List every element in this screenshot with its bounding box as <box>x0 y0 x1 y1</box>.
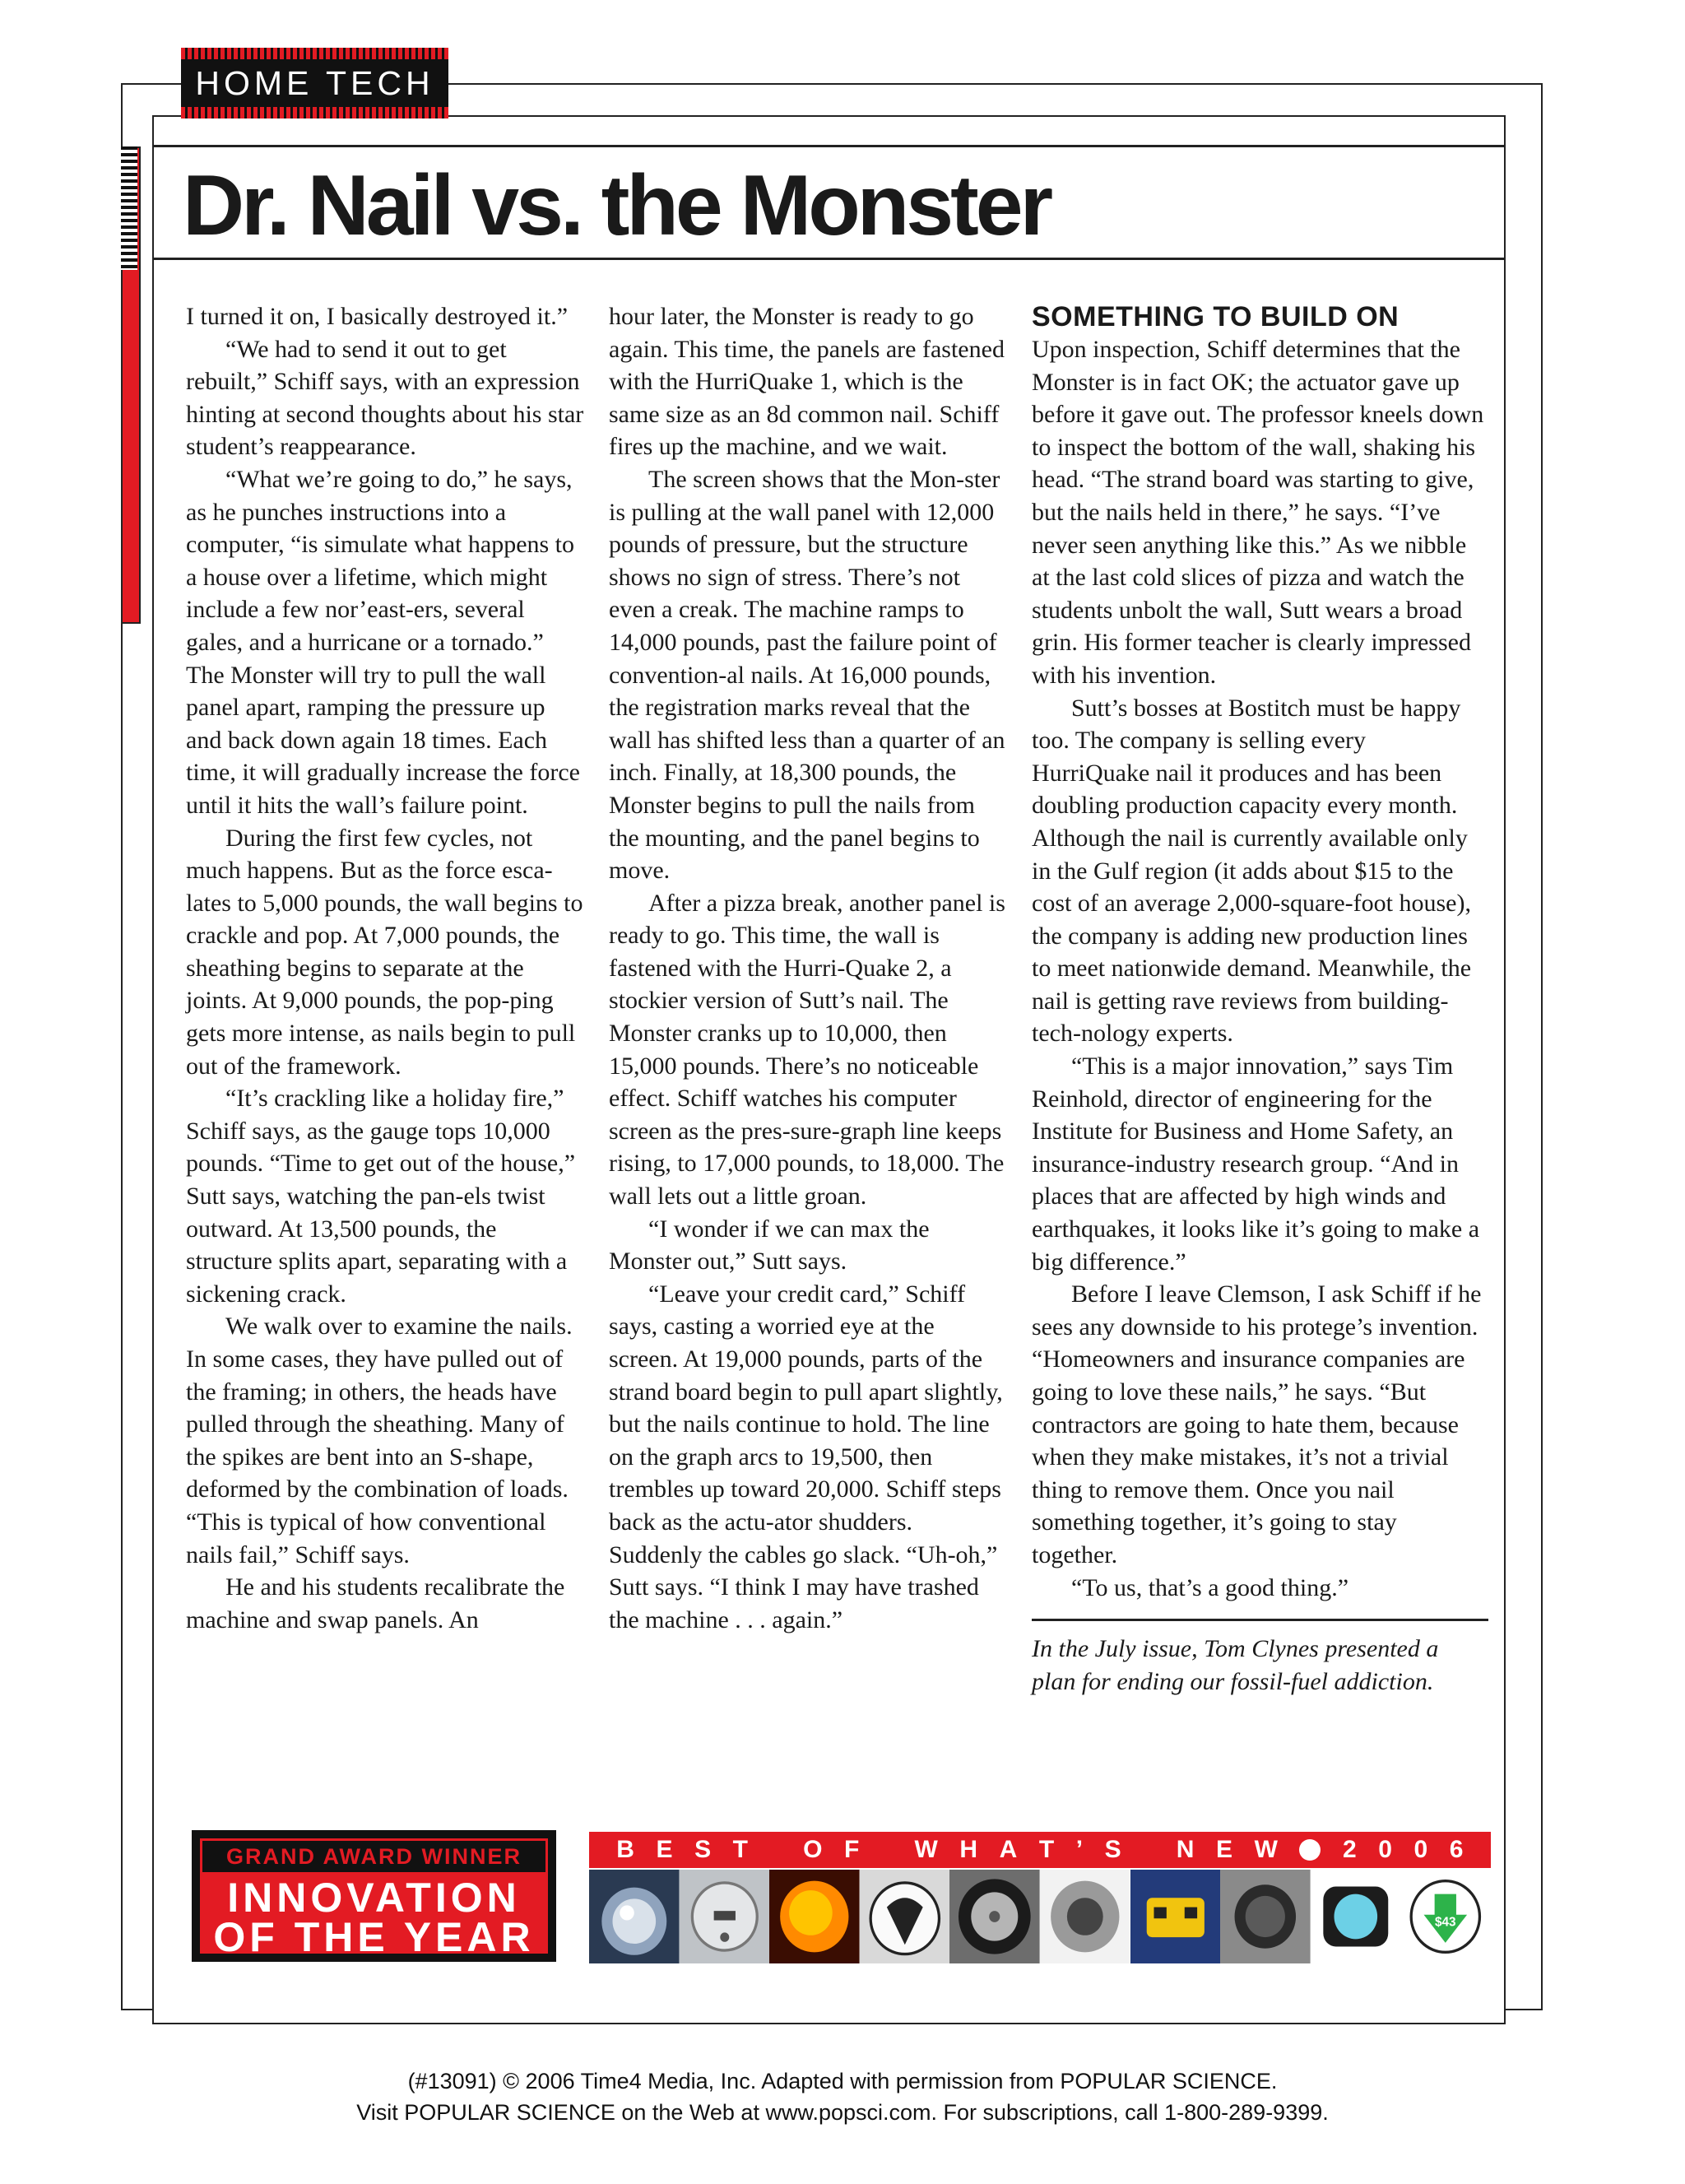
banner-letter: N <box>1176 1836 1195 1863</box>
banner-letter: 0 <box>1413 1836 1428 1863</box>
banner-letter: W <box>914 1836 938 1863</box>
best-of-whats-new-banner <box>589 1832 1491 1963</box>
paragraph: “We had to send it out to get rebuilt,” Schiff says, with an expression hinting at second thoughts about his star student’s reappearance. <box>186 335 584 461</box>
paragraph: After a pizza break, another panel is ready to go. This time, the wall is fastened with the Hurri-Quake 2, a stockier version of Sutt’s nail. The Monster cranks up to 10,000, then 15,000 pounds. There’s no noticeable effect. Schiff watches his computer screen as the pres-sure-graph line keeps rising, to 17,000 pounds, to 18,000. The wall lets out a little groan. <box>609 889 1005 1210</box>
banner-letter: E <box>1216 1836 1233 1863</box>
paragraph: Sutt’s bosses at Bostitch must be happy too. The company is selling every HurriQuake nail it produces and has been doubling production capacity every month. Although the nail is currently available only in the Gulf region (it adds about $15 to the cost of an average 2,000-square-foot house), the company is adding new production lines to meet nationwide demand. Meanwhile, the nail is getting rave reviews from building-tech-nology experts. <box>1032 694 1472 1048</box>
article-column-3 <box>1032 300 1488 1698</box>
headline-top-rule <box>152 145 1506 147</box>
article-column-1 <box>186 300 585 1636</box>
banner-letter: F <box>844 1836 860 1863</box>
paragraph: The screen shows that the Mon-ster is pulling at the wall panel with 12,000 pounds of pressure, but the structure shows no sign of stress. There’s not even a creak. The machine ramps to 14,000 pounds, past the failure point of convention-al nails. At 16,000 pounds, the registration marks reveal that the wall has shifted less than a quarter of an inch. Finally, at 18,300 pounds, the Monster begins to pull the nails from the mounting, and the panel begins to move. <box>609 465 1005 885</box>
award-badge-top: GRAND AWARD WINNER <box>202 1841 545 1872</box>
appliance-icon <box>680 1870 770 1963</box>
section-tag-label: HOME TECH <box>195 63 434 102</box>
price-arrow-icon <box>1400 1870 1491 1963</box>
footer-subscription: Visit POPULAR SCIENCE on the Web at www.popsci.com. For subscriptions, call 1-800-289-9399. <box>356 2100 1329 2125</box>
paragraph: He and his students recalibrate the machine and swap panels. An <box>186 1573 565 1633</box>
footer-copyright: (#13091) © 2006 Time4 Media, Inc. Adapted with permission from POPULAR SCIENCE. <box>407 2069 1278 2093</box>
paragraph: “Leave your credit card,” Schiff says, casting a worried eye at the screen. At 19,000 pounds, parts of the strand board begin to pull apart slightly, but the nails continue to hold. The line on the graph arcs to 19,500, then trembles up toward 20,000. Schiff steps back as the actu-ator shudders. Suddenly the cables go slack. “Uh-oh,” Sutt says. “I think I may have trashed the machine . . . again.” <box>609 1280 1003 1633</box>
paragraph: “What we’re going to do,” he says, as he punches instructions into a computer, “is simulate what happens to a house over a lifetime, which might include a few nor’east-ers, several gales, and a hurricane or a tornado.” The Monster will try to pull the wall panel apart, ramping the pressure up and back down again 18 times. Each time, it will gradually increase the force until it hits the wall’s failure point. <box>186 465 580 819</box>
sun-icon <box>769 1870 860 1963</box>
paragraph: hour later, the Monster is ready to go again. This time, the panels are fastened with the HurriQuake 1, which is the same size as an 8d common nail. Schiff fires up the machine, and we wait. <box>609 303 1005 461</box>
banner-letter: A <box>999 1836 1018 1863</box>
best-of-whats-new-band <box>589 1832 1491 1868</box>
banner-letter: 6 <box>1449 1836 1464 1863</box>
banner-letter: 0 <box>1378 1836 1392 1863</box>
banner-letter: T <box>1038 1836 1055 1863</box>
wheel-icon <box>949 1870 1040 1963</box>
paragraph: “It’s crackling like a holiday fire,” Schiff says, as the gauge tops 10,000 pounds. “Time to get out of the house,” Sutt says, watching the pan-els twist outward. At 13,500 pounds, the structure splits apart, separating with a sickening crack. <box>186 1085 576 1308</box>
banner-letter: T <box>732 1836 748 1863</box>
author-credit: In the July issue, Tom Clynes presented a plan for ending our fossil-fuel addiction. <box>1032 1635 1439 1695</box>
paragraph: We walk over to examine the nails. In some cases, they have pulled out of the framing; in others, the heads have pulled through the sheathing. Many of the spikes are bent into an S-shape, deformed by the combination of loads. “This is typical of how conventional nails fail,” Schiff says. <box>186 1313 573 1568</box>
headline-bottom-rule <box>152 258 1506 260</box>
award-badge-line-2: OF THE YEAR <box>213 1914 535 1960</box>
disc-icon <box>1040 1870 1130 1963</box>
banner-dot-icon <box>1299 1839 1321 1861</box>
section-tag <box>181 48 448 118</box>
paragraph: Before I leave Clemson, I ask Schiff if he sees any downside to his protege’s invention. “Homeowners and insurance companies are going to love these nails,” he says. “But contractors are going to hate them, because when they make mistakes, it’s not a trivial thing to remove them. Once you nail something together, it’s going to stay together. <box>1032 1280 1482 1568</box>
banner-letter: ’ <box>1075 1836 1084 1863</box>
price-badge-label: $43 <box>1435 1915 1456 1930</box>
banner-letter: H <box>959 1836 978 1863</box>
banner-letter: E <box>656 1836 673 1863</box>
side-ruler-accent <box>121 146 141 624</box>
banner-letter: S <box>1104 1836 1121 1863</box>
banner-letter: O <box>803 1836 823 1863</box>
banner-letter: S <box>694 1836 712 1863</box>
paragraph: Upon inspection, Schiff determines that the Monster is in fact OK; the actuator gave up before it gave out. The professor kneels down to inspect the bottom of the wall, shaking his head. “The strand board was starting to give, but the nails held in there,” he says. “I’ve never seen anything like this.” As we nibble at the last cold slices of pizza and watch the students unbolt the wall, Sutt wears a broad grin. His former teacher is clearly impressed with his invention. <box>1032 336 1484 689</box>
banner-letter: 2 <box>1343 1836 1357 1863</box>
lens-icon <box>589 1870 680 1963</box>
button-icon <box>1220 1870 1311 1963</box>
paragraph: I turned it on, I basically destroyed it.” <box>186 303 569 330</box>
frame-icon <box>1311 1870 1401 1963</box>
headline: Dr. Nail vs. the Monster <box>183 158 1051 253</box>
paragraph: “To us, that’s a good thing.” <box>1071 1573 1349 1601</box>
paragraph: During the first few cycles, not much happens. But as the force esca-lates to 5,000 pounds, the wall begins to crackle and pop. At 7,000 pounds, the sheathing begins to separate at the joints. At 9,000 pounds, the pop-ping gets more intense, as nails begin to pull out of the framework. <box>186 824 583 1080</box>
subhead: SOMETHING TO BUILD ON <box>1032 301 1400 332</box>
soccer-ball-icon <box>860 1870 950 1963</box>
paragraph: “This is a major innovation,” says Tim Reinhold, director of engineering for the Institute for Business and Home Safety, an insurance-industry research group. “And in places that are affected by high winds and earthquakes, it looks like it’s going to make a big difference.” <box>1032 1053 1480 1276</box>
article-column-2 <box>609 300 1008 1636</box>
banner-letter: B <box>616 1836 634 1863</box>
award-badge-line-1: INNOVATION <box>227 1875 521 1921</box>
award-badge <box>192 1830 556 1962</box>
banner-letter: W <box>1254 1836 1278 1863</box>
end-rule <box>1032 1619 1488 1621</box>
robot-icon <box>1130 1870 1221 1963</box>
paragraph: “I wonder if we can max the Monster out,” Sutt says. <box>609 1215 930 1276</box>
